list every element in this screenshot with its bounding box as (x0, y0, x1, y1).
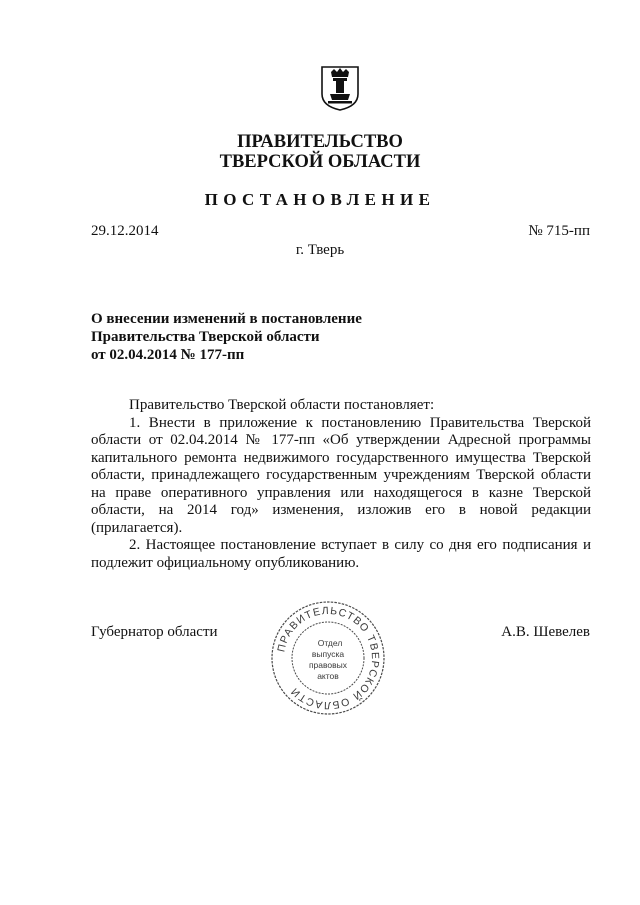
subject-line3: от 02.04.2014 № 177-пп (91, 347, 245, 363)
signer-name: А.В. Шевелев (501, 624, 590, 640)
stamp-inner-line4: актов (317, 671, 339, 681)
document-subject (91, 310, 431, 364)
document-number: № 715-пп (528, 223, 590, 239)
stamp-inner-line3: правовых (308, 660, 348, 670)
document-date: 29.12.2014 (91, 223, 159, 239)
stamp-inner-line2: выпуска (311, 649, 345, 659)
stamp-ring-text: ПРАВИТЕЛЬСТВО ТВЕРСКОЙ ОБЛАСТИ (275, 604, 382, 712)
signer-role: Губернатор области (91, 624, 218, 640)
document-body (91, 397, 591, 572)
document-type-title: ПОСТАНОВЛЕНИЕ (204, 190, 436, 209)
body-item-2: 2. Настоящее постановление вступает в силу со дня его подписания и подлежит официальному опубликованию. (91, 537, 591, 571)
document-city: г. Тверь (295, 242, 345, 258)
stamp-inner-line1: Отдел (317, 638, 343, 648)
organization-name-line1: ПРАВИТЕЛЬСТВО (237, 132, 403, 152)
official-stamp (268, 598, 388, 718)
subject-line1: О внесении изменений в постановление (91, 311, 362, 327)
organization-name-line2: ТВЕРСКОЙ ОБЛАСТИ (219, 152, 421, 172)
body-item-1: 1. Внести в приложение к постановлению Правительства Тверской области от 02.04.2014 № 177-пп «Об утверждении Адресной программы капитального ремонта недвижимого государственного имущества Тверской области, принадлежащего государственным учреждениям Тверской области на праве оперативного управления или находящегося в казне Тверской области, на 2014 год» изменения, изложив его в новой редакции (прилагается). (91, 414, 591, 536)
subject-line2: Правительства Тверской области (91, 329, 320, 345)
body-lead-paragraph: Правительство Тверской области постановляет: (129, 397, 435, 413)
coat-of-arms-emblem (319, 64, 361, 112)
